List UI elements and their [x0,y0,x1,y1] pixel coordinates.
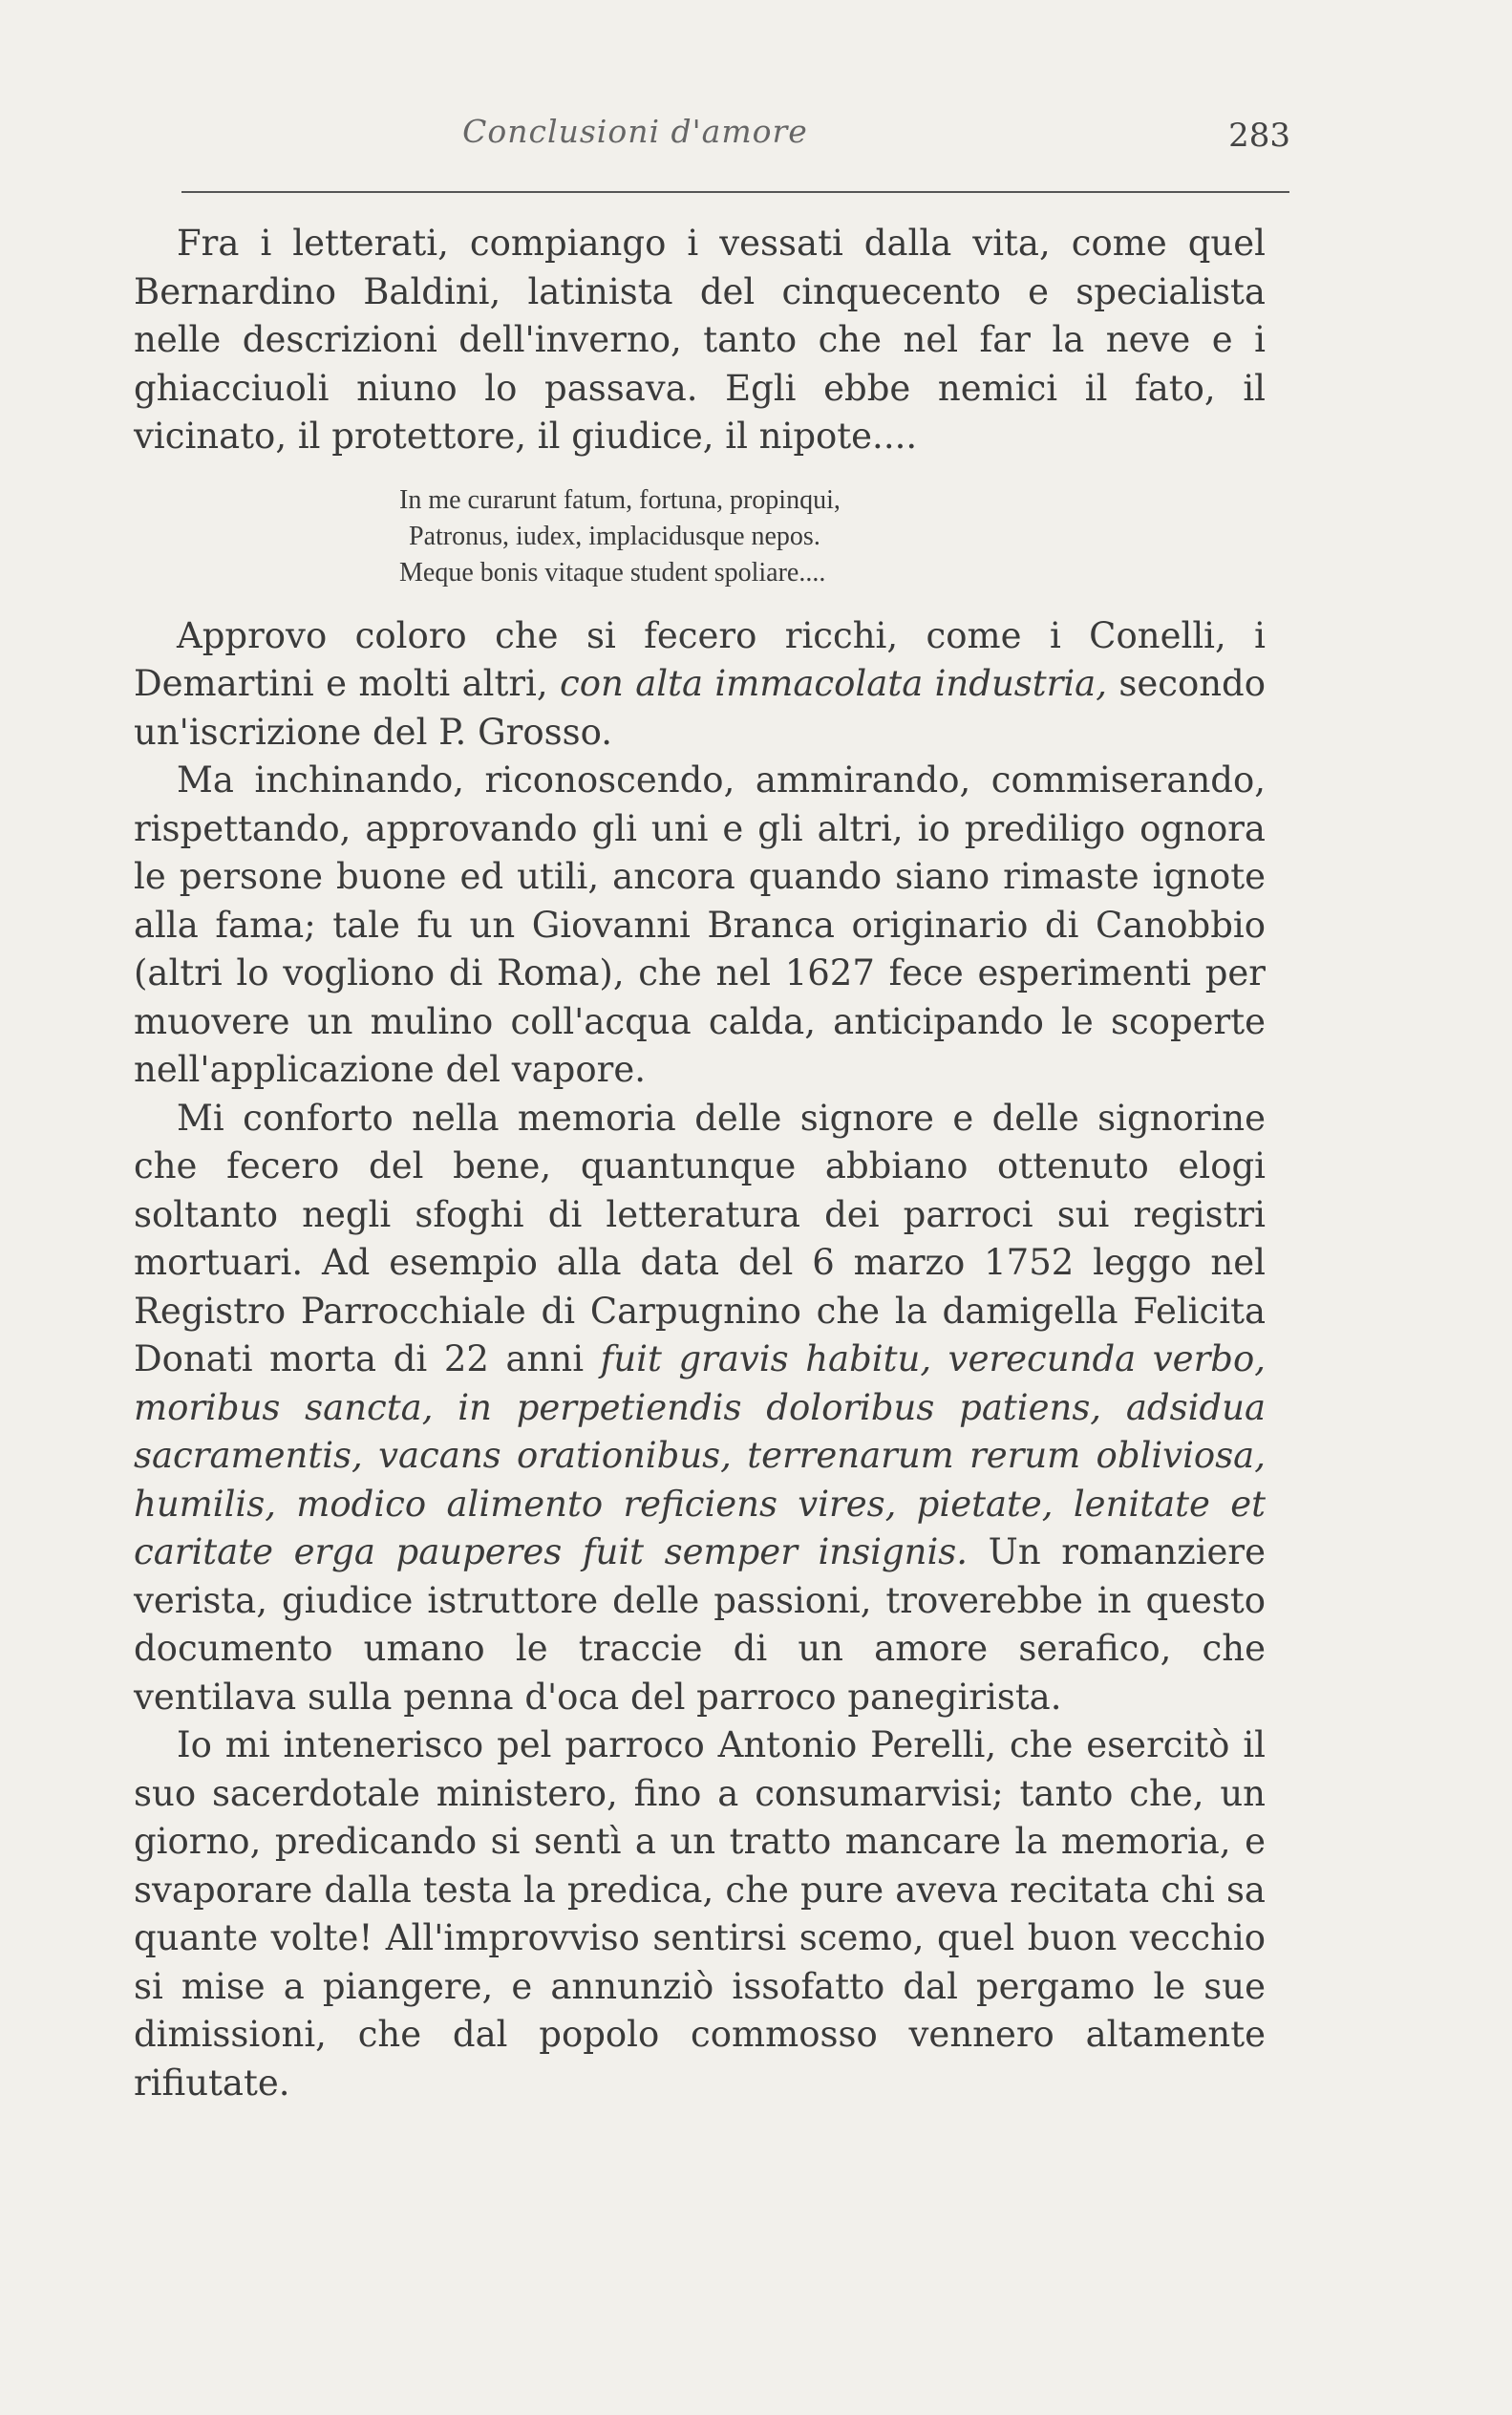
running-title: Conclusioni d'amore [462,113,808,150]
header-rule [181,191,1289,193]
paragraph-2-text-c: secondo un'iscrizione del P. Grosso. [134,663,1267,753]
paragraph-3: Ma inchinando, riconoscendo, ammirando, commiserando, rispettando, approvando gli uni e gli altri, io prediligo ognora le persone buone ed utili, ancora quando siano rimaste ignote alla fama; tale fu un Giovanni Branca originario di Canobbio (altri lo vogliono di Roma), che nel 1627 fece esperimenti per muovere un mulino coll'acqua calda, anticipando le scoperte nell'applicazione del vapore. [134,759,1266,1090]
paragraph-4-latin-quote: fuit gravis habitu, verecunda verbo, moribus sancta, in perpetiendis doloribus patiens, adsidua sacramentis, vacans orationibus, terrenarum rerum obliviosa, humilis, modico alimento reficiens vires, pietate, lenitate et caritate erga pauperes fuit semper insignis. [134,1338,1266,1572]
body-text [134,220,1266,2107]
paragraph-2 [134,612,1266,758]
paragraph-4-text-a: Mi conforto nella memoria delle signore e delle signorine che fecero del bene, quantunque abbiano ottenuto elogi soltanto negli sfoghi di letteratura dei parroci sui registri mortuari. Ad esempio alla data del 6 marzo 1752 leggo nel Registro Parrocchiale di Carpugnino che la damigella Felicita Donati morta di 22 anni [134,1097,1266,1379]
paragraph-4-text-c: Un romanziere verista, giudice istruttore delle passioni, troverebbe in questo documento umano le traccie di un amore serafico, che ventilava sulla penna d'oca del parroco panegirista. [134,1531,1267,1718]
verse-line-3: Meque bonis vitaque student spoliare.... [399,557,826,588]
paragraph-2-italic: con alta immacolata industria, [560,663,1107,704]
page-number: 283 [1228,117,1290,155]
latin-verse [399,482,1266,591]
paragraph-4 [134,1095,1266,1722]
verse-line-2: Patronus, iudex, implacidusque nepos. [409,521,820,551]
paragraph-2-text-a: Approvo coloro che si fecero ricchi, come i Conelli, i Demartini e molti altri, [134,614,1266,704]
verse-line-1: In me curarunt fatum, fortuna, propinqui, [399,484,841,515]
paragraph-1: Fra i letterati, compiango i vessati dalla vita, come quel Bernardino Baldini, latinista del cinquecento e specialista nelle descrizioni dell'inverno, tanto che nel far la neve e i ghiacciuoli niuno lo passava. Egli ebbe nemici il fato, il vicinato, il protettore, il giudice, il nipote.... [134,223,1266,457]
paragraph-5: Io mi intenerisco pel parroco Antonio Perelli, che esercitò il suo sacerdotale ministero, fino a consumarvisi; tanto che, un giorno, predicando si sentì a un tratto mancare la memoria, e svaporare dalla testa la predica, che pure aveva recitata chi sa quante volte! All'improvviso sentirsi scemo, quel buon vecchio si mise a piangere, e annunziò issofatto dal pergamo le sue dimissioni, che dal popolo commosso vennero altamente rifiutate. [134,1724,1266,2104]
